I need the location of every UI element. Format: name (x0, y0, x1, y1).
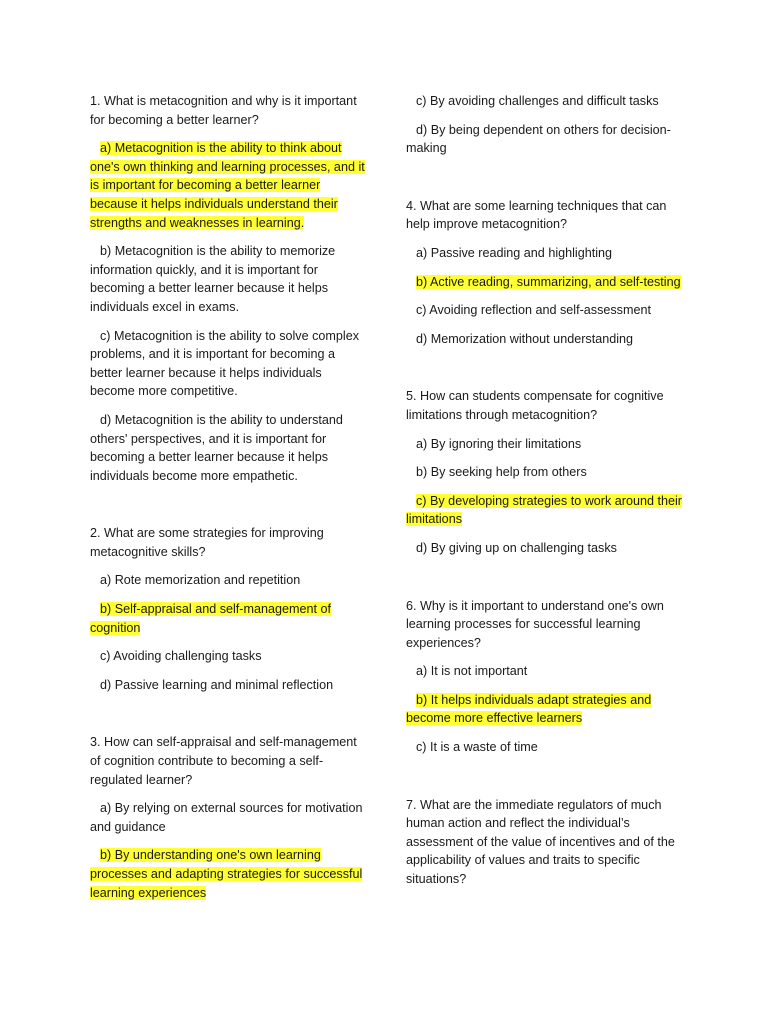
answer-option (90, 327, 365, 401)
right-column (406, 92, 688, 899)
question-block (90, 524, 365, 694)
left-column (90, 92, 365, 912)
answer-option-highlighted (406, 492, 688, 529)
question-spacer (406, 767, 688, 796)
question-text: 7. What are the immediate regulators of much human action and reflect the individual’s assessment of the value of incentives and of the applicability of values and traits to specific situations? (406, 797, 675, 887)
answer-option-text: b) Self-appraisal and self-management of cognition (90, 602, 332, 635)
question-spacer (406, 168, 688, 197)
answer-option-highlighted (90, 600, 365, 637)
answer-option-text: c) Metacognition is the ability to solve complex problems, and it is important for becoming a better learner because it helps individuals become more competitive. (90, 328, 359, 399)
question-text: 6. Why is it important to understand one's own learning processes for successful learning experiences? (406, 598, 664, 650)
question-text: 3. How can self-appraisal and self-management of cognition contribute to becoming a self-regulated learner? (90, 735, 357, 787)
question-block (406, 92, 688, 158)
answer-option-text: a) Metacognition is the ability to think about one's own thinking and learning processes, and it is important for becoming a better learner because it helps individuals understand their strengths and weaknesses in learning. (90, 141, 365, 230)
answer-option (90, 571, 365, 590)
answer-option-text: b) Metacognition is the ability to memorize information quickly, and it is important for becoming a better learner because it helps individuals excel in exams. (90, 244, 336, 314)
answer-option-text: a) By ignoring their limitations (416, 436, 582, 451)
answer-option-text: c) By avoiding challenges and difficult tasks (416, 94, 659, 108)
answer-option-text: d) Memorization without understanding (416, 331, 634, 346)
answer-option-text: d) By being dependent on others for decision-making (406, 122, 671, 156)
answer-option-text: b) By seeking help from others (416, 465, 587, 480)
answer-option (406, 662, 688, 681)
question-text: 4. What are some learning techniques that can help improve metacognition? (406, 198, 667, 232)
answer-option-highlighted (406, 273, 688, 292)
answer-option (90, 676, 365, 695)
question-block (406, 387, 688, 557)
answer-option (406, 330, 688, 349)
answer-option (406, 301, 688, 320)
answer-option-text: a) By relying on external sources for motivation and guidance (90, 801, 363, 834)
answer-option-text: c) By developing strategies to work around their limitations (406, 493, 683, 527)
answer-option-text: d) Passive learning and minimal reflection (100, 677, 334, 692)
answer-option (90, 647, 365, 666)
answer-option (90, 799, 365, 836)
answer-option-text: c) It is a waste of time (416, 740, 538, 755)
question-spacer (90, 704, 365, 733)
question-block (90, 92, 365, 485)
answer-option-text: b) By understanding one's own learning processes and adapting strategies for successful learning experiences (90, 848, 363, 900)
question-text: 2. What are some strategies for improving metacognitive skills? (90, 526, 324, 559)
question-block (406, 197, 688, 349)
answer-option (90, 242, 365, 316)
answer-option (406, 539, 688, 558)
answer-option-text: d) Metacognition is the ability to understand others' perspectives, and it is important for becoming a better learner because it helps individuals become more empathetic. (90, 412, 343, 483)
question-spacer (90, 495, 365, 524)
answer-option-highlighted (90, 139, 365, 232)
answer-option-text: a) It is not important (416, 664, 528, 679)
answer-option-text: c) Avoiding challenging tasks (100, 649, 262, 664)
question-spacer (406, 568, 688, 597)
answer-option-text: d) By giving up on challenging tasks (416, 540, 617, 555)
answer-option (406, 244, 688, 263)
question-spacer (406, 358, 688, 387)
answer-option-text: b) It helps individuals adapt strategies and become more effective learners (406, 692, 652, 726)
answer-option (406, 738, 688, 757)
answer-option-text: b) Active reading, summarizing, and self-testing (416, 274, 681, 289)
question-text: 5. How can students compensate for cognitive limitations through metacognition? (406, 389, 664, 422)
answer-option-text: a) Rote memorization and repetition (100, 573, 301, 588)
answer-option (406, 121, 688, 158)
answer-option (406, 463, 688, 482)
answer-option (90, 411, 365, 485)
answer-option-text: c) Avoiding reflection and self-assessment (416, 303, 651, 318)
question-block (406, 597, 688, 757)
answer-option-text: a) Passive reading and highlighting (416, 245, 613, 260)
question-block (406, 796, 688, 889)
answer-option-highlighted (90, 846, 365, 902)
answer-option-highlighted (406, 691, 688, 728)
question-block (90, 733, 365, 902)
answer-option (406, 92, 688, 111)
answer-option (406, 435, 688, 454)
question-text: 1. What is metacognition and why is it important for becoming a better learner? (90, 94, 357, 127)
